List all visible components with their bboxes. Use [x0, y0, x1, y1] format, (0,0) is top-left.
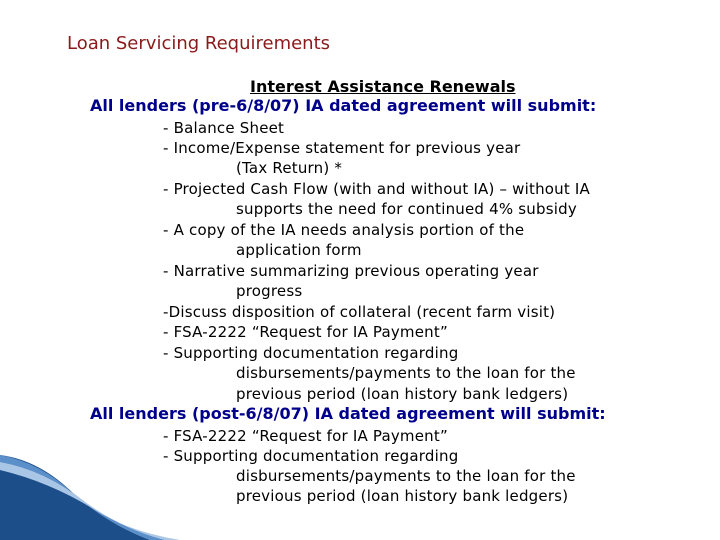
- list-item: - Supporting documentation regarding: [163, 447, 459, 465]
- list-item-continuation: disbursements/payments to the loan for the: [236, 364, 576, 382]
- slide-title: Loan Servicing Requirements: [67, 33, 331, 54]
- list-item: -Discuss disposition of collateral (recent farm visit): [163, 303, 556, 321]
- section1-heading: All lenders (pre-6/8/07) IA dated agreement will submit:: [90, 96, 597, 115]
- list-item-continuation: supports the need for continued 4% subsidy: [236, 200, 577, 218]
- list-item-continuation: previous period (loan history bank ledgers): [236, 385, 569, 403]
- slide-subtitle: Interest Assistance Renewals: [250, 77, 516, 96]
- list-item-continuation: previous period (loan history bank ledgers): [236, 487, 569, 505]
- list-item-continuation: progress: [236, 282, 303, 300]
- list-item: - Balance Sheet: [163, 119, 285, 137]
- list-item-continuation: (Tax Return) *: [236, 159, 343, 177]
- list-item: - A copy of the IA needs analysis portion of the: [163, 221, 525, 239]
- list-item-continuation: application form: [236, 241, 362, 259]
- list-item-continuation: disbursements/payments to the loan for the: [236, 467, 576, 485]
- list-item: - FSA-2222 “Request for IA Payment”: [163, 323, 448, 341]
- list-item: - Projected Cash Flow (with and without IA) – without IA: [163, 180, 590, 198]
- list-item: - FSA-2222 “Request for IA Payment”: [163, 427, 448, 445]
- list-item: - Narrative summarizing previous operating year: [163, 262, 539, 280]
- section2-heading: All lenders (post-6/8/07) IA dated agreement will submit:: [90, 404, 606, 423]
- list-item: - Supporting documentation regarding: [163, 344, 459, 362]
- list-item: - Income/Expense statement for previous year: [163, 139, 521, 157]
